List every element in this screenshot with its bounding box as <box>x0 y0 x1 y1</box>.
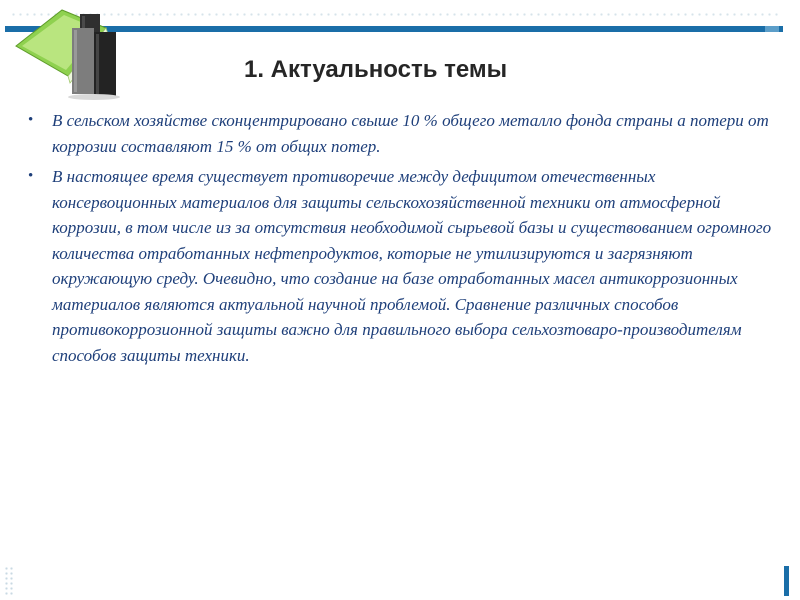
corner-accent-bar <box>784 566 789 596</box>
decorative-dots-bottom <box>4 566 14 596</box>
slide-title: 1. Актуальность темы <box>244 56 508 83</box>
header-rule-end <box>765 26 779 32</box>
bullet-text: В сельском хозяйстве сконцентрировано свыше 10 % общего металло фонда страны а потери от коррозии составляют 15 % от общих потер. <box>52 111 769 156</box>
bullet-list <box>28 108 780 373</box>
bullet-item <box>28 108 780 159</box>
books-icon <box>10 6 125 101</box>
decorative-dots-top <box>10 12 780 18</box>
bullet-item <box>28 164 780 368</box>
bullet-mark: • <box>28 112 34 128</box>
bullet-mark: • <box>28 168 34 184</box>
bullet-text: В настоящее время существует противоречие между дефицитом отечественных консервоционных материалов для защиты сельскохозяйственной техники от атмосферной коррозии, в том числе из за отсутствия необходимой сырьевой базы и существованием огромного количества отработанных нефтепродуктов, которые не утилизируются и загрязняют окружающую среду. Очевидно, что создание на базе отработанных масел антикоррозионных материалов являются актуальной научной проблемой. Сравнение различных способов противокоррозионной защиты важно для правильного выбора сельхозтоваро-производителям способов защиты техники. <box>52 167 772 365</box>
